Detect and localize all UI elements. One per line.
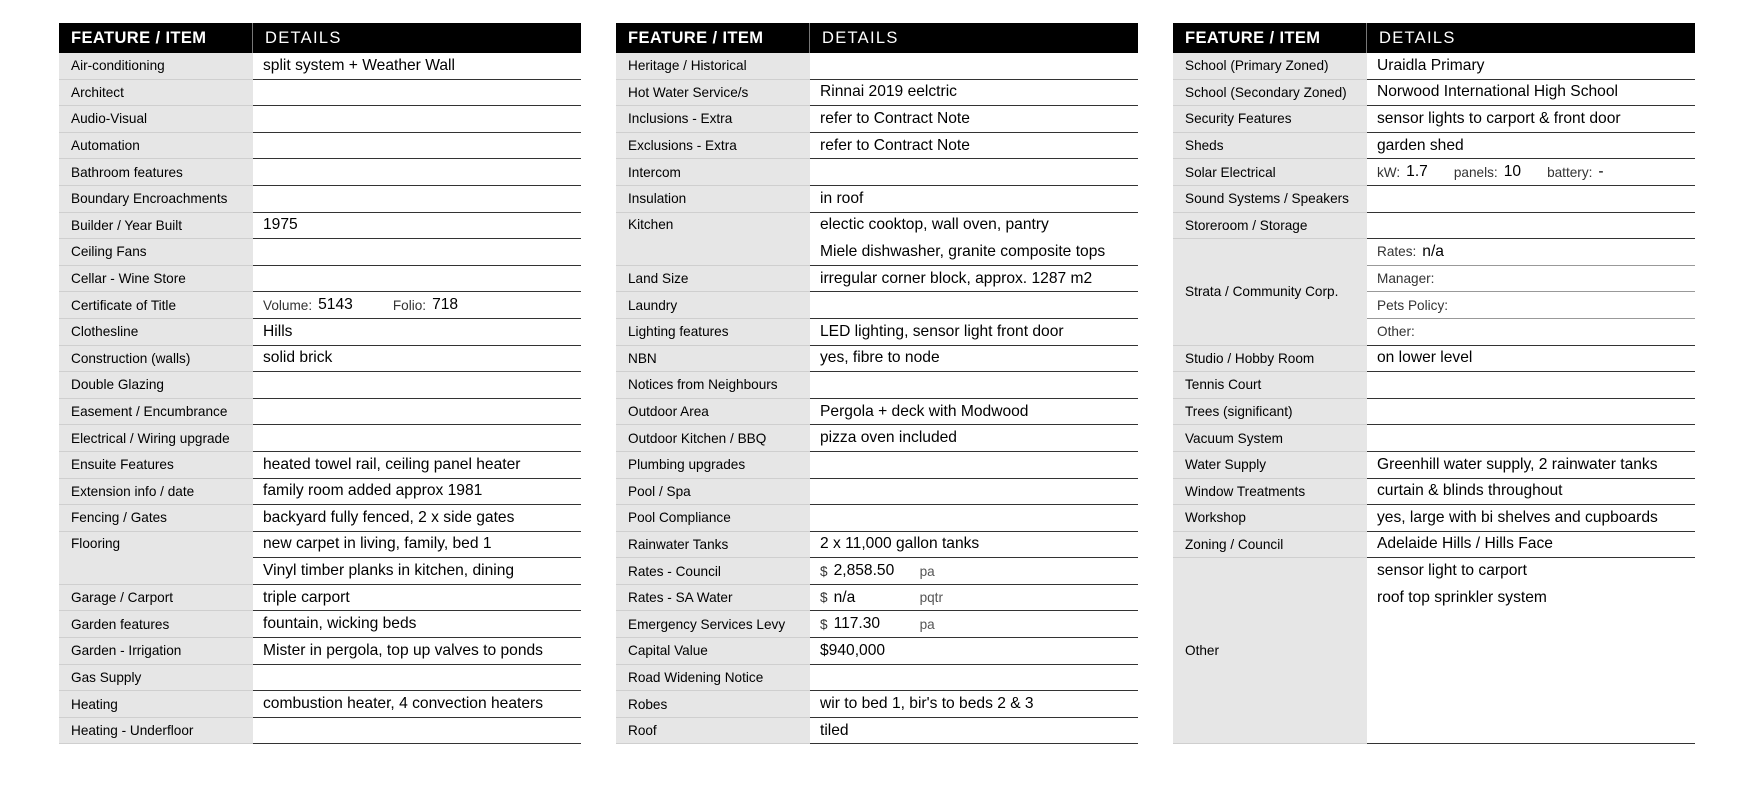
amount-value: n/a bbox=[833, 588, 856, 606]
feature-column-header: FEATURE / ITEM bbox=[616, 23, 810, 53]
table-row-laundry bbox=[616, 292, 1138, 319]
row-value: solid brick bbox=[253, 346, 581, 373]
table-row-inclusions-extra bbox=[616, 106, 1138, 133]
row-value bbox=[810, 372, 1138, 399]
table-row-robes bbox=[616, 691, 1138, 718]
table-row-studio-hobby-room bbox=[1173, 346, 1695, 373]
row-label: Trees (significant) bbox=[1173, 399, 1367, 426]
row-label: Rates - Council bbox=[616, 558, 810, 585]
row-value: Rinnai 2019 eelctric bbox=[810, 80, 1138, 107]
table-row-audio-visual bbox=[59, 106, 581, 133]
row-value: combustion heater, 4 convection heaters bbox=[253, 691, 581, 718]
row-blank-line bbox=[1367, 611, 1695, 638]
row-label: Clothesline bbox=[59, 319, 253, 346]
table-row-storeroom-storage bbox=[1173, 213, 1695, 240]
table-row-capital-value bbox=[616, 638, 1138, 665]
row-label: Fencing / Gates bbox=[59, 505, 253, 532]
table-row-extension-info bbox=[59, 479, 581, 506]
table-row-hot-water-service bbox=[616, 80, 1138, 107]
row-label: Storeroom / Storage bbox=[1173, 213, 1367, 240]
currency-symbol: $ bbox=[820, 590, 828, 606]
table-row-school-secondary bbox=[1173, 80, 1695, 107]
row-value bbox=[810, 558, 1138, 585]
table-row-outdoor-area bbox=[616, 399, 1138, 426]
property-features-table-3 bbox=[1173, 23, 1695, 744]
strata-manager bbox=[1367, 266, 1695, 293]
table-row-automation bbox=[59, 133, 581, 160]
row-label: Solar Electrical bbox=[1173, 159, 1367, 186]
table-row-nbn bbox=[616, 346, 1138, 373]
table-row-roof bbox=[616, 718, 1138, 745]
table-row-zoning-council bbox=[1173, 532, 1695, 559]
other-label: Other: bbox=[1377, 324, 1415, 340]
row-label: Ensuite Features bbox=[59, 452, 253, 479]
row-label: NBN bbox=[616, 346, 810, 373]
details-column-header: DETAILS bbox=[822, 29, 899, 47]
volume-value: 5143 bbox=[318, 296, 353, 314]
table-row-bathroom-features bbox=[59, 159, 581, 186]
row-value: wir to bed 1, bir's to beds 2 & 3 bbox=[810, 691, 1138, 718]
row-value: $940,000 bbox=[810, 638, 1138, 665]
row-label: Land Size bbox=[616, 266, 810, 293]
period-value: pa bbox=[919, 616, 935, 632]
row-value: Greenhill water supply, 2 rainwater tanks bbox=[1367, 452, 1695, 479]
row-label: Road Widening Notice bbox=[616, 665, 810, 692]
table-row-builder-year-built bbox=[59, 213, 581, 240]
table-row-sheds bbox=[1173, 133, 1695, 160]
row-value bbox=[810, 611, 1138, 638]
feature-column-header: FEATURE / ITEM bbox=[1173, 23, 1367, 53]
table-row-pool-compliance bbox=[616, 505, 1138, 532]
row-label: Roof bbox=[616, 718, 810, 745]
table-row-garage-carport bbox=[59, 585, 581, 612]
row-label: School (Primary Zoned) bbox=[1173, 53, 1367, 80]
row-value bbox=[810, 292, 1138, 319]
row-value bbox=[810, 505, 1138, 532]
table-row-strata-community bbox=[1173, 239, 1695, 345]
row-label: Workshop bbox=[1173, 505, 1367, 532]
volume-label: Volume: bbox=[263, 297, 313, 313]
row-label: Robes bbox=[616, 691, 810, 718]
table-row-kitchen bbox=[616, 213, 1138, 266]
row-value: yes, large with bi shelves and cupboards bbox=[1367, 505, 1695, 532]
property-features-table-1 bbox=[59, 23, 581, 744]
row-value: Mister in pergola, top up valves to ponds bbox=[253, 638, 581, 665]
row-label: Lighting features bbox=[616, 319, 810, 346]
row-label: Inclusions - Extra bbox=[616, 106, 810, 133]
row-label: Heating - Underfloor bbox=[59, 718, 253, 745]
row-value bbox=[1367, 399, 1695, 426]
row-blank-line bbox=[1367, 718, 1695, 745]
table-row-ensuite-features bbox=[59, 452, 581, 479]
row-value bbox=[1367, 425, 1695, 452]
row-label: Hot Water Service/s bbox=[616, 80, 810, 107]
row-value bbox=[810, 452, 1138, 479]
table-row-notices-from-neighbours bbox=[616, 372, 1138, 399]
row-label: Easement / Encumbrance bbox=[59, 399, 253, 426]
row-label: Studio / Hobby Room bbox=[1173, 346, 1367, 373]
property-features-table-2 bbox=[616, 23, 1138, 744]
row-label: Capital Value bbox=[616, 638, 810, 665]
row-value: 1975 bbox=[253, 213, 581, 240]
currency-symbol: $ bbox=[820, 563, 828, 579]
panels-label: panels: bbox=[1453, 164, 1498, 180]
row-value bbox=[810, 665, 1138, 692]
row-label: Heritage / Historical bbox=[616, 53, 810, 80]
row-value bbox=[810, 585, 1138, 612]
table-row-flooring bbox=[59, 532, 581, 585]
row-value bbox=[810, 53, 1138, 80]
table-row-plumbing-upgrades bbox=[616, 452, 1138, 479]
row-label: Bathroom features bbox=[59, 159, 253, 186]
table-row-gas-supply bbox=[59, 665, 581, 692]
table-row-intercom bbox=[616, 159, 1138, 186]
row-value-2: Miele dishwasher, granite composite tops bbox=[810, 239, 1138, 266]
table-row-heating bbox=[59, 691, 581, 718]
row-value: Adelaide Hills / Hills Face bbox=[1367, 532, 1695, 559]
table-row-architect bbox=[59, 80, 581, 107]
row-label: Tennis Court bbox=[1173, 372, 1367, 399]
row-label: Water Supply bbox=[1173, 452, 1367, 479]
folio-label: Folio: bbox=[392, 297, 427, 313]
row-label: Certificate of Title bbox=[59, 292, 253, 319]
row-value: LED lighting, sensor light front door bbox=[810, 319, 1138, 346]
row-value bbox=[1367, 186, 1695, 213]
battery-label: battery: bbox=[1547, 164, 1593, 180]
row-label: Construction (walls) bbox=[59, 346, 253, 373]
row-label: Window Treatments bbox=[1173, 479, 1367, 506]
details-column-header: DETAILS bbox=[1379, 29, 1456, 47]
row-value bbox=[253, 186, 581, 213]
row-label: Vacuum System bbox=[1173, 425, 1367, 452]
table-row-road-widening-notice bbox=[616, 665, 1138, 692]
amount-value: 2,858.50 bbox=[833, 562, 895, 580]
table-row-garden-irrigation bbox=[59, 638, 581, 665]
row-value bbox=[253, 665, 581, 692]
strata-pets-policy bbox=[1367, 292, 1695, 319]
row-value bbox=[253, 106, 581, 133]
table-row-garden-features bbox=[59, 611, 581, 638]
row-label: Pool / Spa bbox=[616, 479, 810, 506]
row-value bbox=[253, 399, 581, 426]
row-value-2: Vinyl timber planks in kitchen, dining bbox=[253, 558, 581, 585]
row-label: Laundry bbox=[616, 292, 810, 319]
row-value: Hills bbox=[253, 319, 581, 346]
rates-label: Rates: bbox=[1377, 244, 1417, 260]
strata-other bbox=[1367, 319, 1695, 346]
row-blank-line bbox=[1367, 691, 1695, 718]
table-row-outdoor-kitchen-bbq bbox=[616, 425, 1138, 452]
row-value bbox=[253, 239, 581, 266]
table-row-clothesline bbox=[59, 319, 581, 346]
table-row-pool-spa bbox=[616, 479, 1138, 506]
row-value bbox=[253, 292, 581, 319]
feature-column-header: FEATURE / ITEM bbox=[59, 23, 253, 53]
table-row-ceiling-fans bbox=[59, 239, 581, 266]
row-value: in roof bbox=[810, 186, 1138, 213]
row-value bbox=[253, 80, 581, 107]
table-row-insulation bbox=[616, 186, 1138, 213]
row-value: yes, fibre to node bbox=[810, 346, 1138, 373]
row-value bbox=[810, 479, 1138, 506]
table-row-other bbox=[1173, 558, 1695, 744]
row-label: School (Secondary Zoned) bbox=[1173, 80, 1367, 107]
row-value: Norwood International High School bbox=[1367, 80, 1695, 107]
row-label: Gas Supply bbox=[59, 665, 253, 692]
row-label: Outdoor Area bbox=[616, 399, 810, 426]
table-row-rates-sa-water bbox=[616, 585, 1138, 612]
table-row-rates-council bbox=[616, 558, 1138, 585]
row-label: Audio-Visual bbox=[59, 106, 253, 133]
table-row-electrical-wiring-upgrade bbox=[59, 425, 581, 452]
table-row-trees-significant bbox=[1173, 399, 1695, 426]
row-label: Garden features bbox=[59, 611, 253, 638]
table-row-window-treatments bbox=[1173, 479, 1695, 506]
row-value bbox=[253, 718, 581, 745]
row-label: Pool Compliance bbox=[616, 505, 810, 532]
row-label: Emergency Services Levy bbox=[616, 611, 810, 638]
row-value-2: roof top sprinkler system bbox=[1377, 588, 1547, 606]
row-value: fountain, wicking beds bbox=[253, 611, 581, 638]
period-value: pqtr bbox=[919, 590, 943, 606]
row-label: Double Glazing bbox=[59, 372, 253, 399]
row-label: Automation bbox=[59, 133, 253, 160]
row-value bbox=[810, 159, 1138, 186]
table-header bbox=[616, 23, 1138, 53]
table-row-emergency-services-levy bbox=[616, 611, 1138, 638]
row-value: refer to Contract Note bbox=[810, 106, 1138, 133]
row-value: Pergola + deck with Modwood bbox=[810, 399, 1138, 426]
row-value bbox=[253, 425, 581, 452]
row-value bbox=[253, 133, 581, 160]
table-row-air-conditioning bbox=[59, 53, 581, 80]
row-label: Kitchen bbox=[616, 213, 810, 266]
row-label: Builder / Year Built bbox=[59, 213, 253, 240]
table-row-cellar-wine-store bbox=[59, 266, 581, 293]
details-column-header: DETAILS bbox=[265, 29, 342, 47]
table-row-security-features bbox=[1173, 106, 1695, 133]
row-label: Heating bbox=[59, 691, 253, 718]
row-label: Electrical / Wiring upgrade bbox=[59, 425, 253, 452]
row-value: refer to Contract Note bbox=[810, 133, 1138, 160]
table-row-boundary-encroachments bbox=[59, 186, 581, 213]
pets-policy-label: Pets Policy: bbox=[1377, 297, 1449, 313]
manager-label: Manager: bbox=[1377, 271, 1435, 287]
amount-value: 117.30 bbox=[833, 615, 881, 633]
row-label: Garden - Irrigation bbox=[59, 638, 253, 665]
row-label: Other bbox=[1173, 558, 1367, 744]
row-label: Notices from Neighbours bbox=[616, 372, 810, 399]
table-row-water-supply bbox=[1173, 452, 1695, 479]
row-label: Extension info / date bbox=[59, 479, 253, 506]
table-row-fencing-gates bbox=[59, 505, 581, 532]
kw-value: 1.7 bbox=[1406, 163, 1428, 181]
row-label: Air-conditioning bbox=[59, 53, 253, 80]
row-label: Insulation bbox=[616, 186, 810, 213]
table-row-land-size bbox=[616, 266, 1138, 293]
row-value: tiled bbox=[810, 718, 1138, 745]
table-row-solar-electrical bbox=[1173, 159, 1695, 186]
row-blank-line bbox=[1367, 665, 1695, 692]
table-header bbox=[1173, 23, 1695, 53]
panels-value: 10 bbox=[1503, 163, 1522, 181]
row-value: irregular corner block, approx. 1287 m2 bbox=[810, 266, 1138, 293]
row-value: split system + Weather Wall bbox=[253, 53, 581, 80]
rates-value: n/a bbox=[1422, 242, 1444, 260]
row-label: Cellar - Wine Store bbox=[59, 266, 253, 293]
table-row-construction-walls bbox=[59, 346, 581, 373]
row-label: Architect bbox=[59, 80, 253, 107]
row-value bbox=[1367, 213, 1695, 240]
row-label: Rainwater Tanks bbox=[616, 532, 810, 559]
row-label: Sound Systems / Speakers bbox=[1173, 186, 1367, 213]
row-label: Sheds bbox=[1173, 133, 1367, 160]
row-label: Exclusions - Extra bbox=[616, 133, 810, 160]
row-value: family room added approx 1981 bbox=[253, 479, 581, 506]
row-label: Intercom bbox=[616, 159, 810, 186]
table-row-lighting-features bbox=[616, 319, 1138, 346]
table-row-workshop bbox=[1173, 505, 1695, 532]
row-value: sensor lights to carport & front door bbox=[1367, 106, 1695, 133]
row-blank-line bbox=[1367, 638, 1695, 665]
row-label: Zoning / Council bbox=[1173, 532, 1367, 559]
table-row-vacuum-system bbox=[1173, 425, 1695, 452]
row-value: 2 x 11,000 gallon tanks bbox=[810, 532, 1138, 559]
currency-symbol: $ bbox=[820, 616, 828, 632]
row-value: pizza oven included bbox=[810, 425, 1138, 452]
row-label: Security Features bbox=[1173, 106, 1367, 133]
row-label: Ceiling Fans bbox=[59, 239, 253, 266]
battery-value: - bbox=[1598, 163, 1604, 181]
table-row-heating-underfloor bbox=[59, 718, 581, 745]
table-row-heritage bbox=[616, 53, 1138, 80]
row-label: Rates - SA Water bbox=[616, 585, 810, 612]
table-row-tennis-court bbox=[1173, 372, 1695, 399]
row-value: garden shed bbox=[1367, 133, 1695, 160]
row-label: Flooring bbox=[59, 532, 253, 585]
row-label: Outdoor Kitchen / BBQ bbox=[616, 425, 810, 452]
row-value bbox=[253, 159, 581, 186]
row-value: curtain & blinds throughout bbox=[1367, 479, 1695, 506]
row-label: Plumbing upgrades bbox=[616, 452, 810, 479]
row-value: Uraidla Primary bbox=[1367, 53, 1695, 80]
row-value bbox=[1367, 159, 1695, 186]
strata-rates bbox=[1367, 239, 1695, 266]
row-value: backyard fully fenced, 2 x side gates bbox=[253, 505, 581, 532]
row-value: on lower level bbox=[1367, 346, 1695, 373]
table-row-certificate-of-title bbox=[59, 292, 581, 319]
table-row-school-primary bbox=[1173, 53, 1695, 80]
table-row-sound-systems bbox=[1173, 186, 1695, 213]
period-value: pa bbox=[919, 563, 935, 579]
table-row-easement-encumbrance bbox=[59, 399, 581, 426]
row-value: sensor light to carport bbox=[1377, 562, 1527, 580]
table-header bbox=[59, 23, 581, 53]
row-label: Boundary Encroachments bbox=[59, 186, 253, 213]
row-value: heated towel rail, ceiling panel heater bbox=[253, 452, 581, 479]
table-row-exclusions-extra bbox=[616, 133, 1138, 160]
row-value: new carpet in living, family, bed 1 bbox=[253, 532, 581, 559]
row-value bbox=[1367, 372, 1695, 399]
row-value bbox=[253, 266, 581, 293]
row-label: Strata / Community Corp. bbox=[1173, 239, 1367, 345]
folio-value: 718 bbox=[432, 296, 459, 314]
row-value: electic cooktop, wall oven, pantry bbox=[820, 216, 1049, 234]
table-row-rainwater-tanks bbox=[616, 532, 1138, 559]
row-value bbox=[253, 372, 581, 399]
table-row-double-glazing bbox=[59, 372, 581, 399]
kw-label: kW: bbox=[1377, 164, 1401, 180]
row-value: triple carport bbox=[253, 585, 581, 612]
row-label: Garage / Carport bbox=[59, 585, 253, 612]
